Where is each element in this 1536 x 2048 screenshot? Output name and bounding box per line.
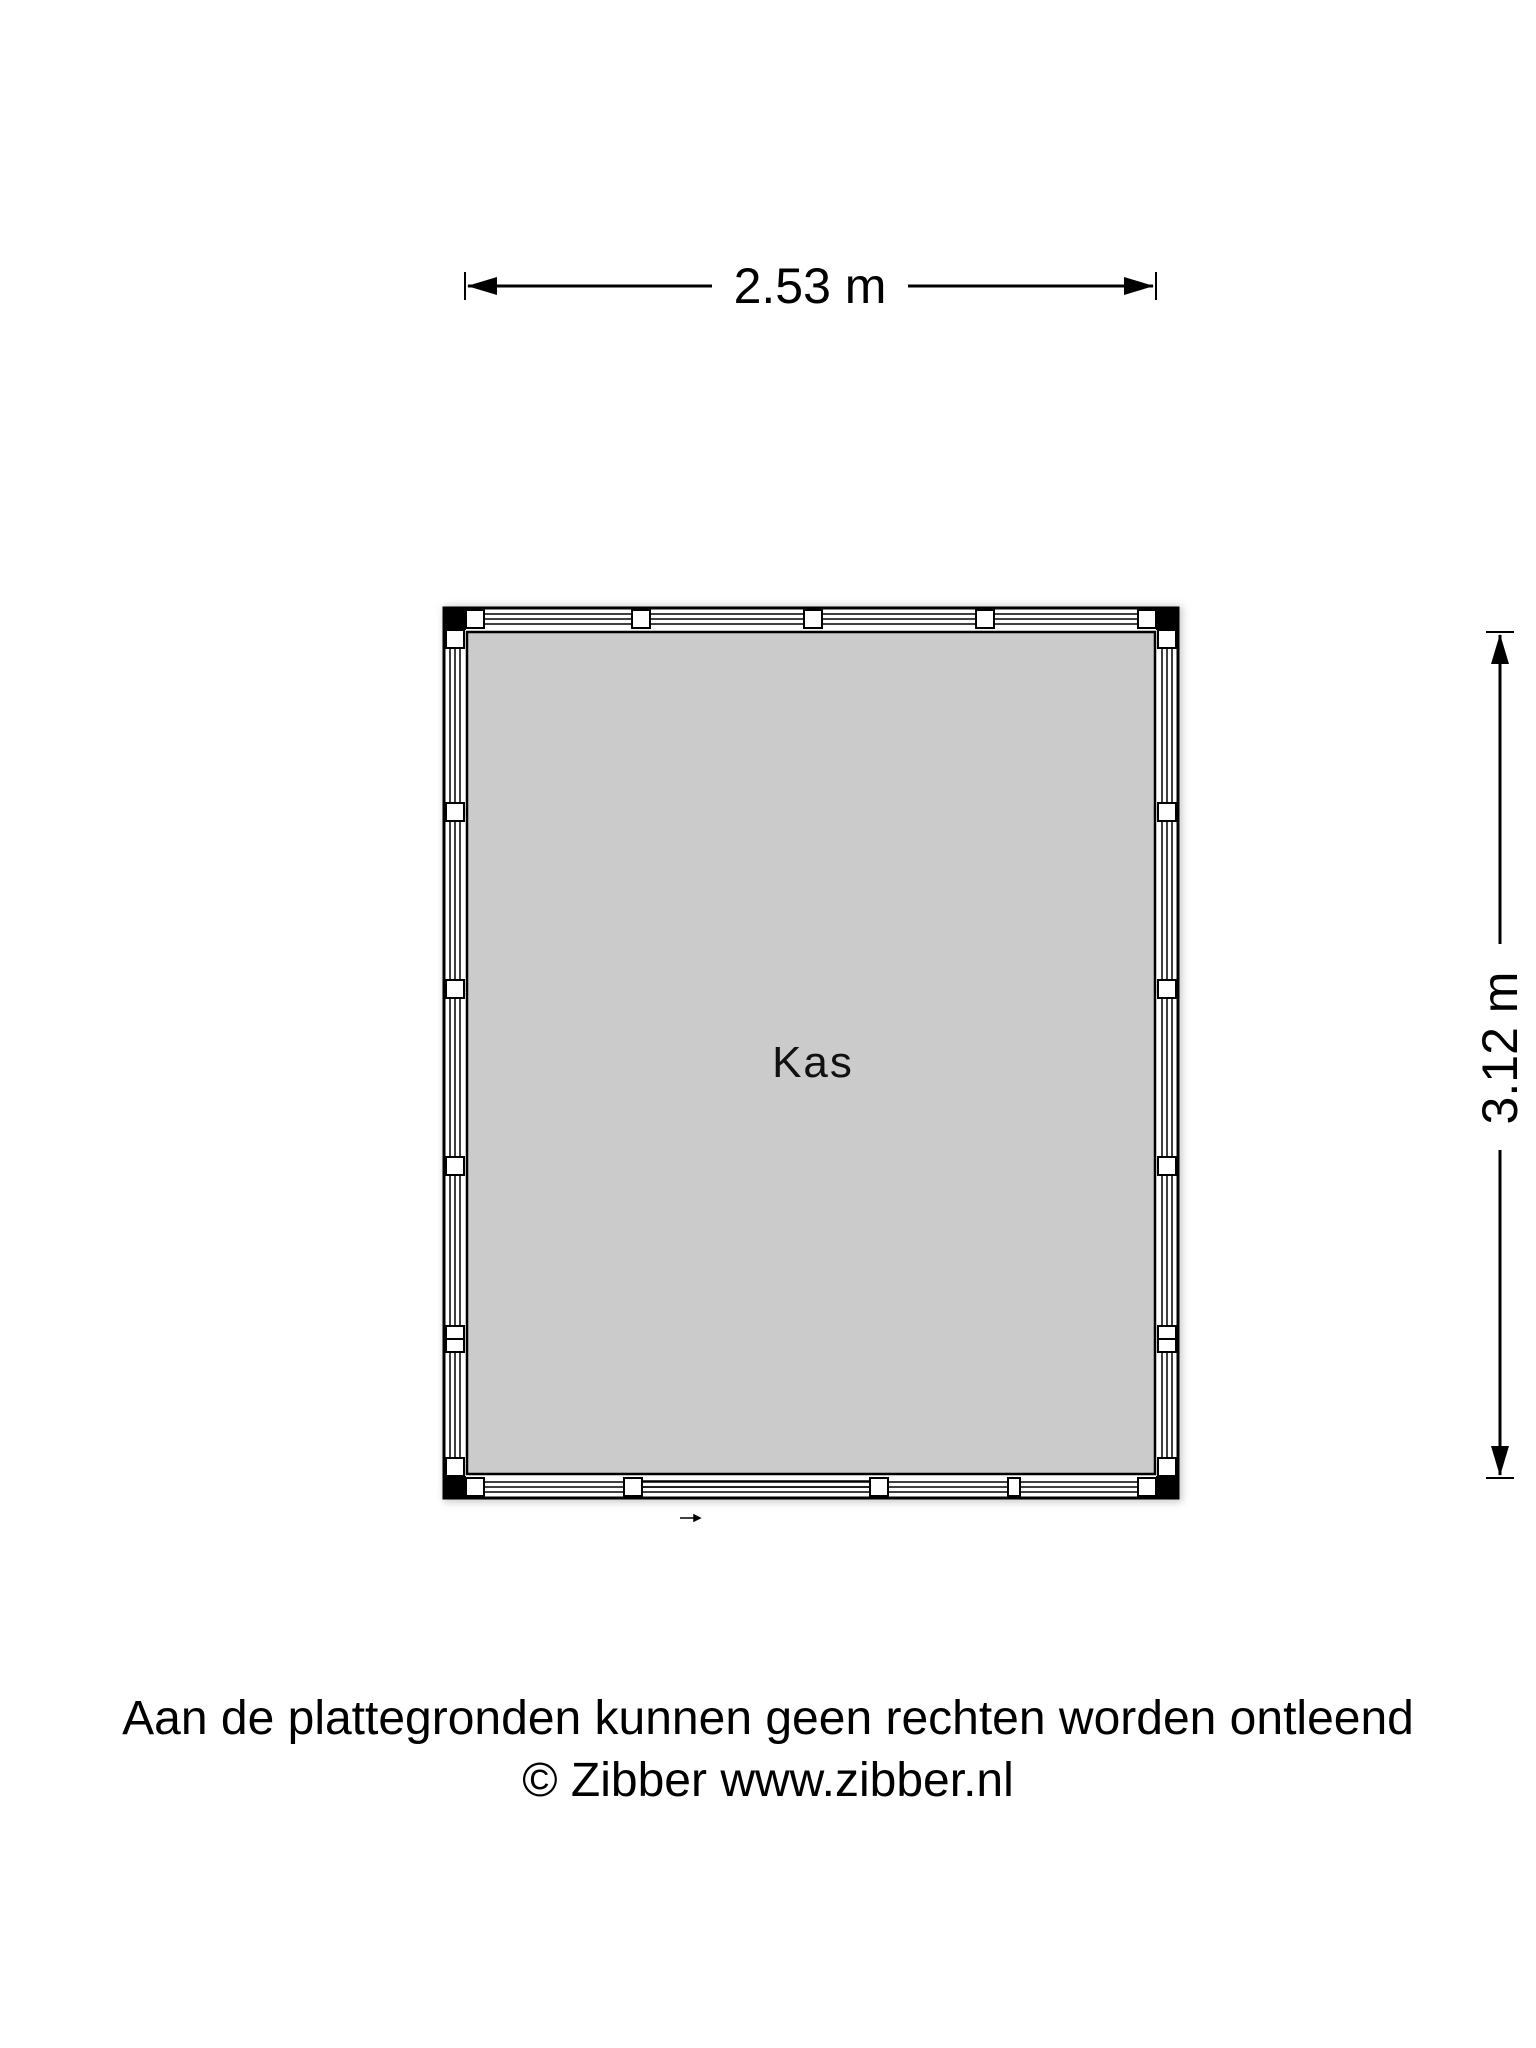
height-dimension	[1472, 632, 1528, 1478]
height-dimension-label: 3.12 m	[1472, 971, 1528, 1125]
footer-disclaimer: Aan de plattegronden kunnen geen rechten worden ontleend	[122, 1692, 1414, 1745]
width-dimension-label: 2.53 m	[733, 258, 887, 314]
width-dim-arrow-left	[467, 277, 497, 295]
footer-credit: © Zibber www.zibber.nl	[522, 1754, 1014, 1807]
corner-post-bottom-left	[444, 1476, 466, 1498]
height-dim-arrow-bottom	[1491, 1446, 1509, 1476]
height-dim-arrow-top	[1491, 634, 1509, 664]
corner-post-bottom-right	[1156, 1476, 1178, 1498]
width-dimension	[465, 258, 1156, 314]
corner-post-top-left	[444, 608, 466, 630]
room-label-kas: Kas	[772, 1038, 854, 1087]
width-dim-arrow-right	[1124, 277, 1154, 295]
corner-post-top-right	[1156, 608, 1178, 630]
